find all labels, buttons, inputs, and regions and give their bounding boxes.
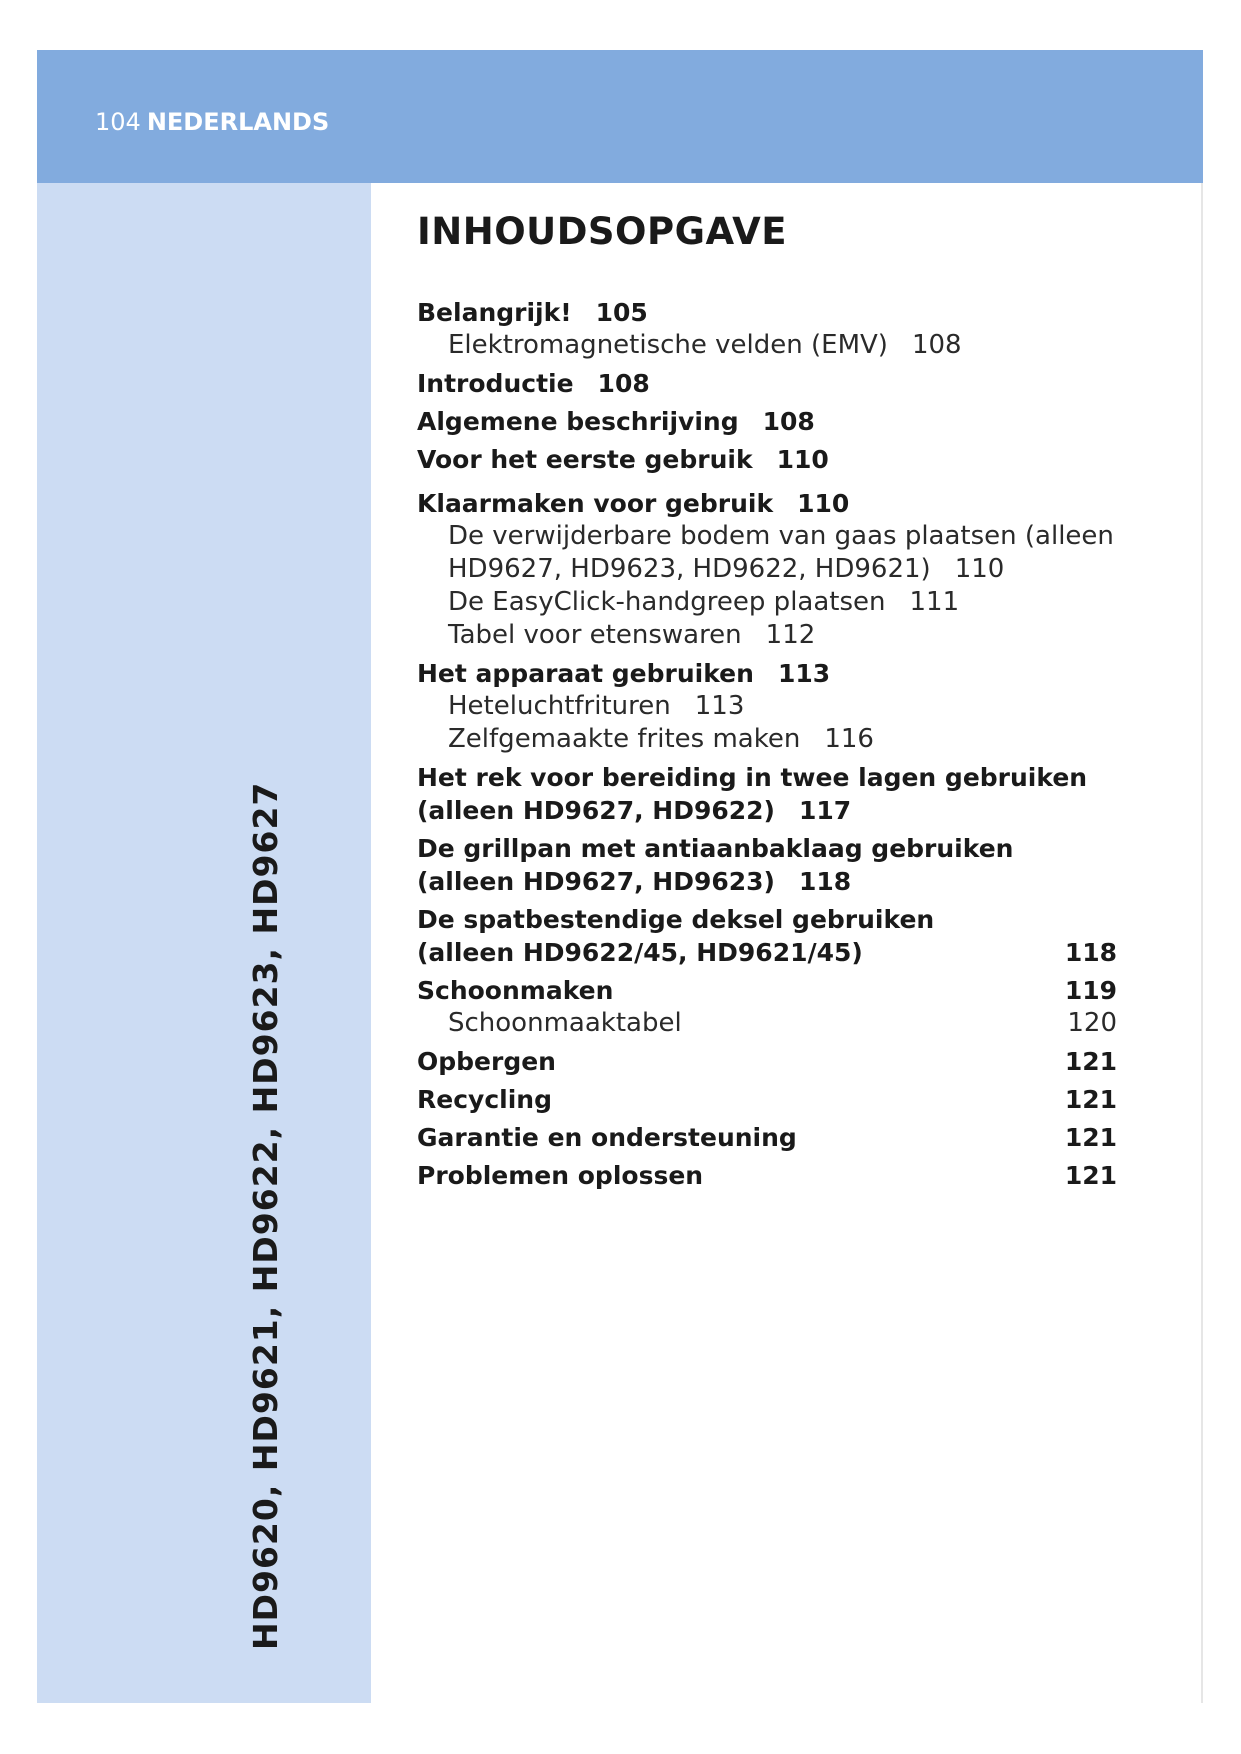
toc-entry-label: Schoonmaken [417, 976, 614, 1005]
toc-entry-label: Het apparaat gebruiken [417, 659, 754, 688]
toc-entry-label-continued: (alleen HD9622/45, HD9621/45) [417, 938, 863, 967]
toc-title: INHOUDSOPGAVE [417, 210, 788, 253]
toc-entry-page: 121 [1064, 1123, 1117, 1152]
toc-entry-label: Schoonmaaktabel [448, 1008, 682, 1038]
toc-entry-page: 110 [797, 489, 850, 518]
toc-entry-label: Garantie en ondersteuning [417, 1123, 797, 1152]
toc-entry-continued[interactable] [417, 794, 1117, 827]
toc-entry-page: 110 [954, 554, 1005, 584]
toc-entry[interactable] [417, 1121, 1117, 1154]
model-numbers: HD9620, HD9621, HD9622, HD9623, HD9627 [246, 781, 285, 1650]
toc-entry-page: 113 [777, 659, 831, 688]
toc-entry[interactable] [417, 1045, 1117, 1078]
toc-entry-label: Zelfgemaakte frites maken [448, 724, 801, 754]
toc-entry-page: 111 [909, 587, 960, 617]
header-band [37, 50, 1203, 183]
toc-entry-page: 119 [1064, 976, 1117, 1005]
toc-entry[interactable] [417, 443, 1117, 476]
toc-entry-page: 116 [824, 724, 874, 754]
toc-entry-label: De spatbestendige deksel gebruiken [417, 905, 935, 934]
toc-entry-page: 118 [1064, 938, 1117, 967]
toc-entry[interactable] [417, 903, 1117, 936]
toc-entry[interactable] [417, 657, 1117, 690]
toc-entry-label: Elektromagnetische velden (EMV) [448, 330, 888, 360]
table-of-contents [417, 296, 1117, 1192]
toc-entry-page: 120 [1067, 1008, 1117, 1038]
toc-entry-continued[interactable] [417, 865, 1117, 898]
toc-entry[interactable] [417, 1083, 1117, 1116]
toc-subentry-continued[interactable] [417, 553, 1117, 586]
toc-subentry[interactable] [417, 329, 1117, 362]
toc-subentry[interactable] [417, 690, 1117, 723]
toc-entry-label: Heteluchtfrituren [448, 691, 671, 721]
toc-entry[interactable] [417, 296, 1117, 329]
toc-entry-label: Problemen oplossen [417, 1161, 704, 1190]
toc-entry-label-continued: HD9627, HD9623, HD9622, HD9621) [448, 554, 931, 584]
toc-entry-page: 108 [911, 330, 962, 360]
toc-entry-page: 121 [1064, 1161, 1117, 1190]
page-number: 104 [95, 108, 141, 136]
toc-entry-label: Introductie [417, 369, 574, 398]
toc-entry-label: Tabel voor etenswaren [448, 620, 742, 650]
toc-entry-page: 108 [762, 407, 815, 436]
toc-entry-label: De EasyClick-handgreep plaatsen [448, 587, 886, 617]
toc-entry-label: Opbergen [417, 1047, 556, 1076]
toc-entry-label: Het rek voor bereiding in twee lagen gebruiken [417, 763, 1088, 792]
toc-entry-page: 121 [1064, 1085, 1117, 1114]
toc-entry-page: 105 [595, 298, 648, 327]
toc-entry-label: Voor het eerste gebruik [417, 445, 753, 474]
toc-subentry[interactable] [417, 586, 1117, 619]
toc-entry-page: 118 [798, 867, 852, 896]
toc-entry-page: 117 [798, 796, 852, 825]
toc-entry[interactable] [417, 487, 1117, 520]
toc-entry[interactable] [417, 974, 1117, 1007]
toc-subentry[interactable] [417, 1007, 1117, 1040]
toc-entry-label: De grillpan met antiaanbaklaag gebruiken [417, 834, 1014, 863]
header [95, 108, 329, 136]
toc-subentry[interactable] [417, 723, 1117, 756]
right-edge-rule [1201, 183, 1203, 1703]
toc-entry[interactable] [417, 1159, 1117, 1192]
toc-entry-label: De verwijderbare bodem van gaas plaatsen (alleen [448, 521, 1114, 551]
language-label: NEDERLANDS [146, 108, 330, 136]
toc-entry-continued[interactable] [417, 936, 1117, 969]
sidebar-band [37, 183, 371, 1703]
toc-entry[interactable] [417, 832, 1117, 865]
toc-entry[interactable] [417, 367, 1117, 400]
toc-entry[interactable] [417, 405, 1117, 438]
toc-entry-label-continued: (alleen HD9627, HD9623) [417, 867, 775, 896]
toc-entry-label: Recycling [417, 1085, 552, 1114]
toc-entry-page: 112 [765, 620, 816, 650]
toc-entry-label: Klaarmaken voor gebruik [417, 489, 774, 518]
toc-entry-label: Algemene beschrijving [417, 407, 739, 436]
toc-entry-label: Belangrijk! [417, 298, 572, 327]
toc-entry-page: 108 [597, 369, 650, 398]
toc-entry-page: 110 [776, 445, 829, 474]
toc-subentry[interactable] [417, 520, 1117, 553]
toc-subentry[interactable] [417, 619, 1117, 652]
toc-entry-label-continued: (alleen HD9627, HD9622) [417, 796, 775, 825]
toc-entry-page: 113 [694, 691, 745, 721]
toc-entry-page: 121 [1064, 1047, 1117, 1076]
toc-entry[interactable] [417, 761, 1117, 794]
